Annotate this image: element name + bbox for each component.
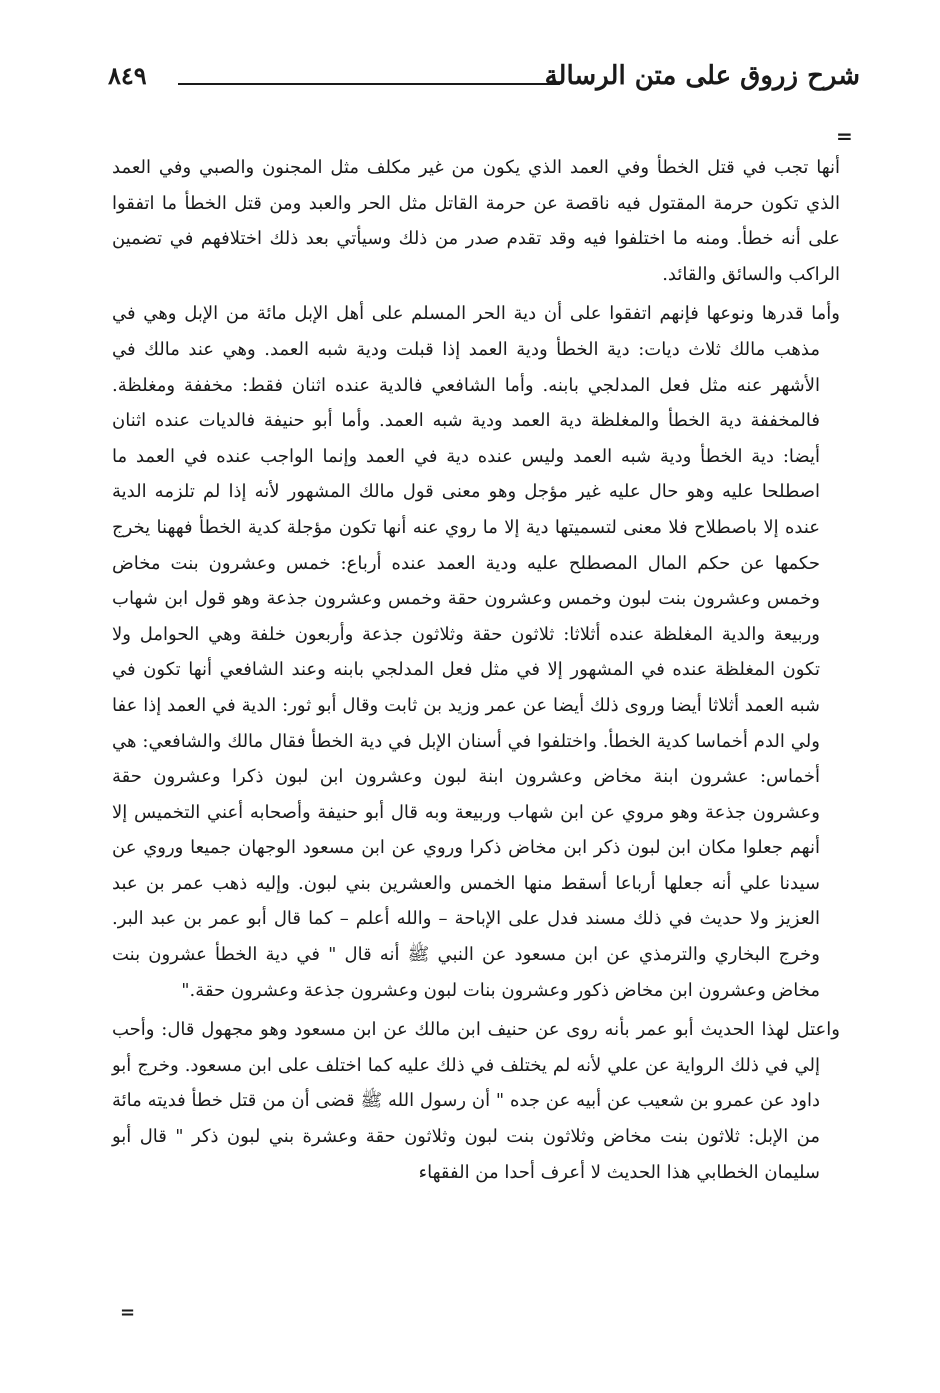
- header-rule: [178, 83, 560, 85]
- continuation-mark-bottom: =: [120, 1302, 136, 1323]
- continuation-mark-top: =: [836, 124, 853, 148]
- paragraph-diya-amount: وأما قدرها ونوعها فإنهم اتفقوا على أن دية الحر المسلم على أهل الإبل مائة من الإبل وهي في مذهب مالك ثلاث ديات: دية الخطأ ودية العمد إذا قبلت ودية شبه العمد. وهي عند مالك في الأشهر عنه مثل فعل المدلجي بابنه. وأما الشافعي فالدية عنده اثنان فقط: مخففة ومغلظة. فالمخففة دية الخطأ والمغلظة دية العمد ودية شبه العمد. وأما أبو حنيفة فالديات عنده اثنان أيضا: دية الخطأ ودية شبه العمد وليس عنده دية في العمد وإنما الواجب عنده في العمد ما اصطلحا عليه وهو حال عليه غير مؤجل وهو معنى قول مالك المشهور لأنه إذا لم تلزمه الدية عنده إلا باصطلاح فلا معنى لتسميتها دية إلا ما روي عنه أنها تكون مؤجلة كدية الخطأ فههنا يخرج حكمها عن حكم المال المصطلح عليه ودية العمد عنده أرباع: خمس وعشرون بنت مخاض وخمس وعشرون بنت لبون وخمس وعشرون حقة وخمس وعشرون جذعة وهو قول ابن شهاب وربيعة والدية المغلظة عنده أثلاثا: ثلاثون حقة وثلاثون جذعة وأربعون خلفة وهي الحوامل ولا تكون المغلظة عنده في المشهور إلا في مثل فعل المدلجي بابنه وعند الشافعي أنها تكون في شبه العمد أثلاثا أيضا وروى ذلك أيضا عن عمر وزيد بن ثابت وقال أبو ثور: الدية في العمد إذا عفا ولي الدم أخماسا كدية الخطأ. واختلفوا في أسنان الإبل في دية الخطأ فقال مالك والشافعي: هي أخماس: عشرون ابنة مخاض وعشرون ابنة لبون وعشرون ابن لبون ذكرا وعشرون حقة وعشرون جذعة وهو مروي عن ابن شهاب وربيعة وبه قال أبو حنيفة وأصحابه أعني التخميس إلا أنهم جعلوا مكان ابن لبون ذكر ابن مخاض ذكرا وروي عن ابن مسعود الوجهان جميعا وروي عن سيدنا علي أنه جعلها أرباعا أسقط منها الخمس والعشرين بني لبون. وإليه ذهب عمر بن عبد العزيز ولا حديث في ذلك مسند فدل على الإباحة – والله أعلم – كما قال أبو عمر بن عبد البر. وخرج البخاري والترمذي عن ابن مسعود عن النبي ﷺ أنه قال " في دية الخطأ عشرون بنت مخاض وعشرون ابن مخاض ذكور وعشرون بنات لبون وعشرون جذعة وعشرون حقة.": [112, 303, 840, 1001]
- body-text: [112, 150, 840, 1194]
- page-number: ٨٤٩: [108, 61, 147, 90]
- paragraph-continued: أنها تجب في قتل الخطأ وفي العمد الذي يكون من غير مكلف مثل المجنون والصبي وفي العمد الذي تكون حرمة المقتول فيه ناقصة عن حرمة القاتل مثل الحر والعبد ومن قتل الخطأ ما اتفقوا على أنه خطأ. ومنه ما اختلفوا فيه وقد تقدم صدر من ذلك وسيأتي بعد ذلك اختلافهم في تضمين الراكب والسائق والقائد.: [112, 157, 840, 285]
- running-header: [108, 56, 860, 96]
- book-title: شرح زروق على متن الرسالة: [544, 61, 860, 91]
- paragraph-hadith-critique: واعتل لهذا الحديث أبو عمر بأنه روى عن حنيف ابن مالك عن ابن مسعود وهو مجهول قال: وأحب إلي في ذلك الرواية عن علي لأنه لم يختلف في ذلك عليه كما اختلف على ابن مسعود. وخرج أبو داود عن عمرو بن شعيب عن أبيه عن جده " أن رسول الله ﷺ قضى أن من قتل خطأ فديته مائة من الإبل: ثلاثون بنت مخاض وثلاثون بنت لبون وثلاثون حقة وعشرة بني لبون ذكر " قال أبو سليمان الخطابي هذا الحديث لا أعرف أحدا من الفقهاء: [112, 1019, 840, 1183]
